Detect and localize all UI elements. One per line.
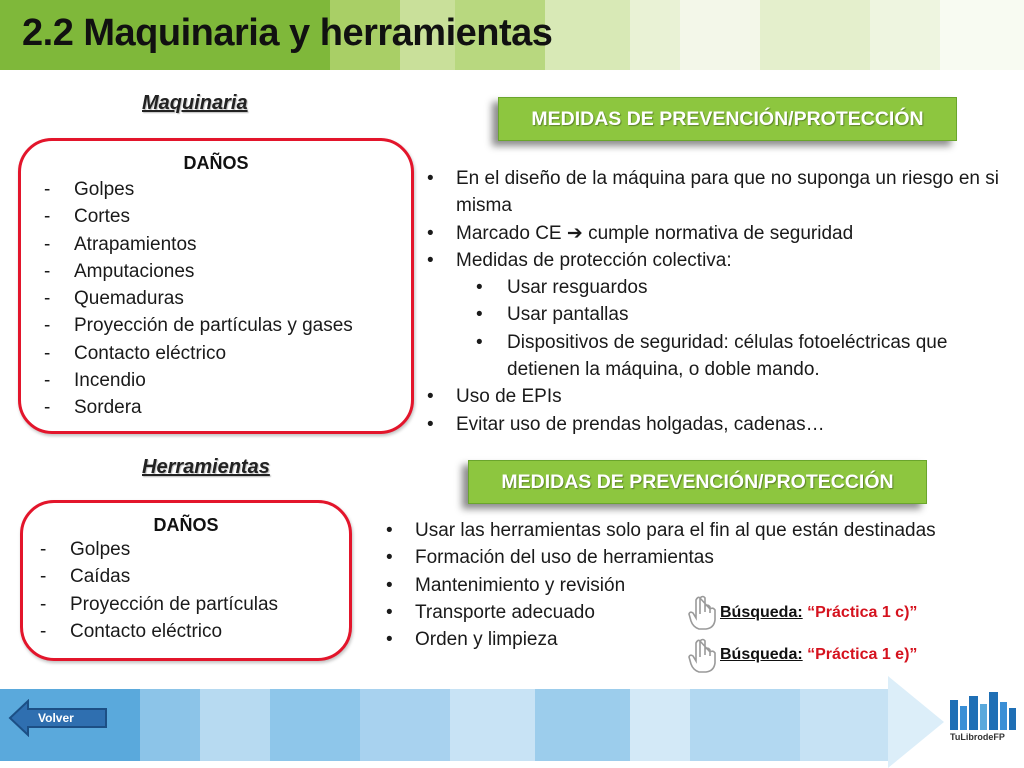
books-logo-icon: [944, 686, 1022, 732]
footer-block: [200, 689, 270, 761]
maquinaria-danos-list: [41, 176, 411, 422]
footer-arrow-tip: [888, 676, 948, 768]
herramientas-medidas-tag: MEDIDAS DE PREVENCIÓN/PROTECCIÓN: [468, 460, 927, 504]
list-item: - Golpes: [37, 536, 349, 563]
header-block: [680, 0, 760, 70]
pointing-hand-icon[interactable]: [686, 594, 720, 632]
list-item: - Contacto eléctrico: [41, 340, 411, 367]
list-item: - Incendio: [41, 367, 411, 394]
list-item: - Golpes: [41, 176, 411, 203]
herramientas-danos-list: [37, 536, 349, 645]
footer-block: [535, 689, 630, 761]
footer-block: [270, 689, 360, 761]
list-item: • Evitar uso de prendas holgadas, cadenas…: [424, 411, 1004, 438]
maquinaria-danos-box: [18, 138, 414, 434]
list-item: - Cortes: [41, 203, 411, 230]
herramientas-medidas-list: [383, 517, 1003, 653]
busqueda-label: Búsqueda:: [720, 604, 803, 621]
header-block: [630, 0, 680, 70]
header-block: [760, 0, 870, 70]
list-item: - Quemaduras: [41, 285, 411, 312]
list-item: - Sordera: [41, 394, 411, 421]
footer-block: [800, 689, 890, 761]
maquinaria-medidas-tag: MEDIDAS DE PREVENCIÓN/PROTECCIÓN: [498, 97, 957, 141]
list-item: - Caídas: [37, 563, 349, 590]
list-item: - Amputaciones: [41, 258, 411, 285]
header-block: [940, 0, 1024, 70]
list-item: • En el diseño de la máquina para que no suponga un riesgo en si misma: [424, 165, 1004, 220]
herramientas-danos-box: [20, 500, 352, 661]
list-item: • Dispositivos de seguridad: células fotoeléctricas que detienen la máquina, o doble mando.: [424, 329, 1004, 384]
herramientas-heading: Herramientas: [142, 456, 270, 478]
marcado-ce-text: Marcado CE: [456, 222, 562, 244]
list-item: - Proyección de partículas y gases: [41, 312, 411, 339]
busqueda-value: “Práctica 1 e)”: [807, 646, 918, 663]
herramientas-danos-title: DAÑOS: [153, 515, 219, 535]
list-item: • Formación del uso de herramientas: [383, 544, 1003, 571]
list-item: • Usar las herramientas solo para el fin al que están destinadas: [383, 517, 1003, 544]
list-item: • Usar pantallas: [424, 301, 1004, 328]
list-item: - Proyección de partículas: [37, 591, 349, 618]
maquinaria-danos-title: DAÑOS: [183, 153, 249, 173]
footer-block: [360, 689, 450, 761]
volver-label[interactable]: Volver: [38, 711, 74, 725]
header-block: [870, 0, 940, 70]
busqueda-value: “Práctica 1 c)”: [807, 604, 918, 621]
list-item: - Atrapamientos: [41, 231, 411, 258]
list-item: [424, 220, 1004, 247]
footer-block: [140, 689, 200, 761]
maquinaria-heading: Maquinaria: [142, 92, 248, 114]
list-item: • Transporte adecuado: [383, 599, 1003, 626]
slide-title: 2.2 Maquinaria y herramientas: [22, 12, 553, 54]
busqueda-link-1[interactable]: [720, 604, 917, 622]
cumple-normativa-text: cumple normativa de seguridad: [588, 222, 854, 244]
tulibrodefp-logo: [944, 686, 1022, 764]
busqueda-link-2[interactable]: [720, 646, 917, 664]
header-block: [545, 0, 630, 70]
footer-block: [690, 689, 800, 761]
list-item: - Contacto eléctrico: [37, 618, 349, 645]
arrow-right-icon: ➔: [566, 222, 583, 244]
maquinaria-medidas-list: [424, 165, 1004, 438]
list-item: • Medidas de protección colectiva:: [424, 247, 1004, 274]
list-item: • Orden y limpieza: [383, 626, 1003, 653]
footer-block: [630, 689, 690, 761]
list-item: • Uso de EPIs: [424, 383, 1004, 410]
busqueda-label: Búsqueda:: [720, 646, 803, 663]
logo-text: TuLibrodeFP: [950, 732, 1005, 742]
list-item: • Mantenimiento y revisión: [383, 572, 1003, 599]
pointing-hand-icon[interactable]: [686, 637, 720, 675]
footer-block: [450, 689, 535, 761]
list-item: • Usar resguardos: [424, 274, 1004, 301]
